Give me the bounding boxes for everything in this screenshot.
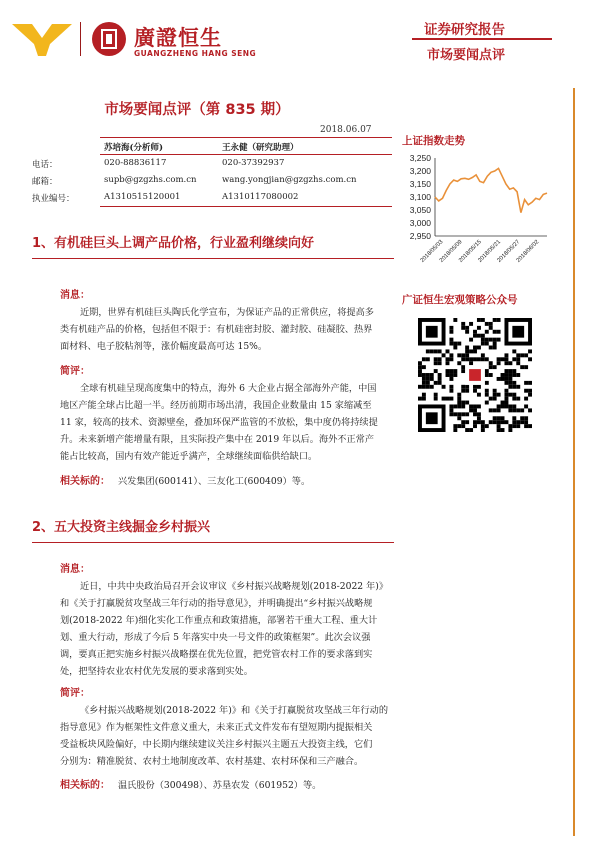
section-1-news-label: 消息： [60, 290, 90, 301]
right-accent-bar [573, 88, 575, 836]
analyst-1-name: 苏培海(分析师) [104, 143, 164, 153]
series-line [435, 168, 547, 212]
x-tick-label: 2018/05/27 [496, 239, 522, 264]
text-line: 地区产能全球占比超一半。经历前期市场出清，我国企业数量由 15 家缩减至 [60, 400, 372, 411]
chart-title: 上证指数走势 [402, 135, 465, 147]
wechat-title: 广证恒生宏观策略公众号 [402, 294, 518, 306]
seal-logo-icon [92, 22, 126, 56]
y-tick-label: 3,250 [409, 153, 431, 163]
report-date: 2018.06.07 [320, 125, 372, 135]
report-type: 证券研究报告 [424, 22, 505, 38]
section-1-related-label: 相关标的： [60, 476, 110, 487]
y-tick-label: 3,000 [409, 218, 431, 228]
section-2-rule [32, 542, 394, 543]
text-line: 近日，中共中央政治局召开会议审议《乡村振兴战略规划(2018-2022 年)》 [80, 581, 389, 592]
section-2-news-label: 消息： [60, 564, 90, 575]
section-2-title: 2、五大投资主线掘金乡村振兴 [32, 520, 211, 535]
section-1-related: 兴发集团(600141）、三友化工(600409）等。 [118, 476, 311, 487]
section-2-related-label: 相关标的： [60, 780, 110, 791]
x-tick-label: 2018/06/02 [515, 239, 541, 264]
section-1-comment-label: 简评： [60, 366, 90, 377]
text-line: 近期，世界有机硅巨头陶氏化学宣布，为保证产品的正常供应，将提高多 [80, 307, 374, 318]
x-tick-label: 2018/05/21 [477, 239, 503, 264]
analyst-2-phone: 020-37392937 [222, 158, 285, 168]
email-label: 邮箱： [32, 177, 58, 187]
text-line: 和《关于打赢脱贫攻坚战三年行动的指导意见》，并明确提出“乡村振兴战略规 [60, 598, 373, 609]
text-line: 面材料、电子胶粘剂等，涨价幅度最高可达 15%。 [60, 341, 268, 352]
text-line: 调，要真正把实施乡村振兴战略摆在优先位置，把党管农村工作的要求落到实 [60, 649, 373, 660]
analyst-mid-rule [100, 154, 392, 155]
header-rule [412, 38, 552, 40]
text-line: 处，把坚持农业农村优先发展的要求落到实处。 [60, 666, 253, 677]
page-title: 市场要闻点评（第 835 期） [104, 102, 290, 118]
qr-code-icon [418, 318, 532, 432]
brand-name-cn: 廣證恒生 [134, 26, 222, 50]
x-tick-label: 2018/05/03 [419, 239, 445, 264]
text-line: 分别为：精准脱贫、农村土地制度改革、农村基建、农村环保和三产融合。 [60, 756, 364, 767]
section-2-comment-label: 简评： [60, 688, 90, 699]
section-1-comment [60, 380, 394, 465]
section-1-title: 1、有机硅巨头上调产品价格，行业盈利继续向好 [32, 236, 315, 251]
brand-name-en: GUANGZHENG HANG SENG [134, 49, 257, 58]
cert-label: 执业编号： [32, 194, 75, 204]
text-line: 类有机硅产品的价格，包括但不限于：有机硅密封胶、灌封胶、硅凝胶、热界 [60, 324, 373, 335]
x-tick-label: 2018/05/15 [458, 239, 483, 264]
phone-label: 电话： [32, 160, 58, 170]
section-2-news [60, 578, 394, 680]
analyst-bottom-rule [100, 206, 392, 207]
x-tick-label: 2018/05/09 [438, 239, 464, 264]
text-line: 划、重大行动，形成了今后 5 年落实中央一号文件的政策框架”。此次会议强 [60, 632, 371, 643]
text-line: 能占比较高，国内有效产能近乎满产，全球继续面临供给缺口。 [60, 451, 318, 462]
text-line: 全球有机硅呈现高度集中的特点，海外 6 大企业占据全部海外产能，中国 [80, 383, 377, 394]
report-subtype: 市场要闻点评 [426, 48, 505, 63]
analyst-2-name: 王永健（研究助理） [222, 143, 299, 153]
analyst-top-rule [100, 137, 392, 138]
section-2-related: 温氏股份（300498）、苏垦农发（601952）等。 [118, 780, 322, 791]
section-2-comment [60, 702, 394, 770]
analyst-1-phone: 020-88836117 [104, 158, 167, 168]
logo-divider [80, 22, 81, 56]
index-chart [395, 150, 555, 280]
analyst-1-cert: A1310515120001 [104, 192, 181, 202]
y-tick-label: 3,100 [409, 192, 431, 202]
y-tick-label: 3,150 [409, 179, 431, 189]
text-line: 划(2018-2022 年)细化实化工作重点和政策措施，部署若干重大工程、重大计 [60, 615, 378, 626]
text-line: 指导意见》作为框架性文件意义重大，未来正式文件发布有望短期内提振相关 [60, 722, 373, 733]
company-logo-mark [12, 22, 72, 58]
text-line: 《乡村振兴战略规划(2018-2022 年)》和《关于打赢脱贫攻坚战三年行动的 [80, 705, 389, 716]
y-tick-label: 2,950 [409, 231, 431, 241]
text-line: 升。未来新增产能增量有限，且实际投产集中在 2019 年以后。海外不正常产 [60, 434, 375, 445]
analyst-1-email: supb@gzgzhs.com.cn [104, 175, 197, 185]
section-1-news [60, 304, 394, 355]
text-line: 11 家，较高的技术、资源壁垒，叠加环保严监管的不放松，集中度仍将持续提 [60, 417, 378, 428]
analyst-2-email: wang.yongjian@gzgzhs.com.cn [222, 175, 357, 185]
y-tick-label: 3,200 [409, 166, 431, 176]
analyst-2-cert: A1310117080002 [222, 192, 299, 202]
section-1-rule [32, 258, 394, 259]
text-line: 受益板块风险偏好，中长期内继续建议关注乡村振兴主题五大投资主线，它们 [60, 739, 373, 750]
y-tick-label: 3,050 [409, 205, 431, 215]
